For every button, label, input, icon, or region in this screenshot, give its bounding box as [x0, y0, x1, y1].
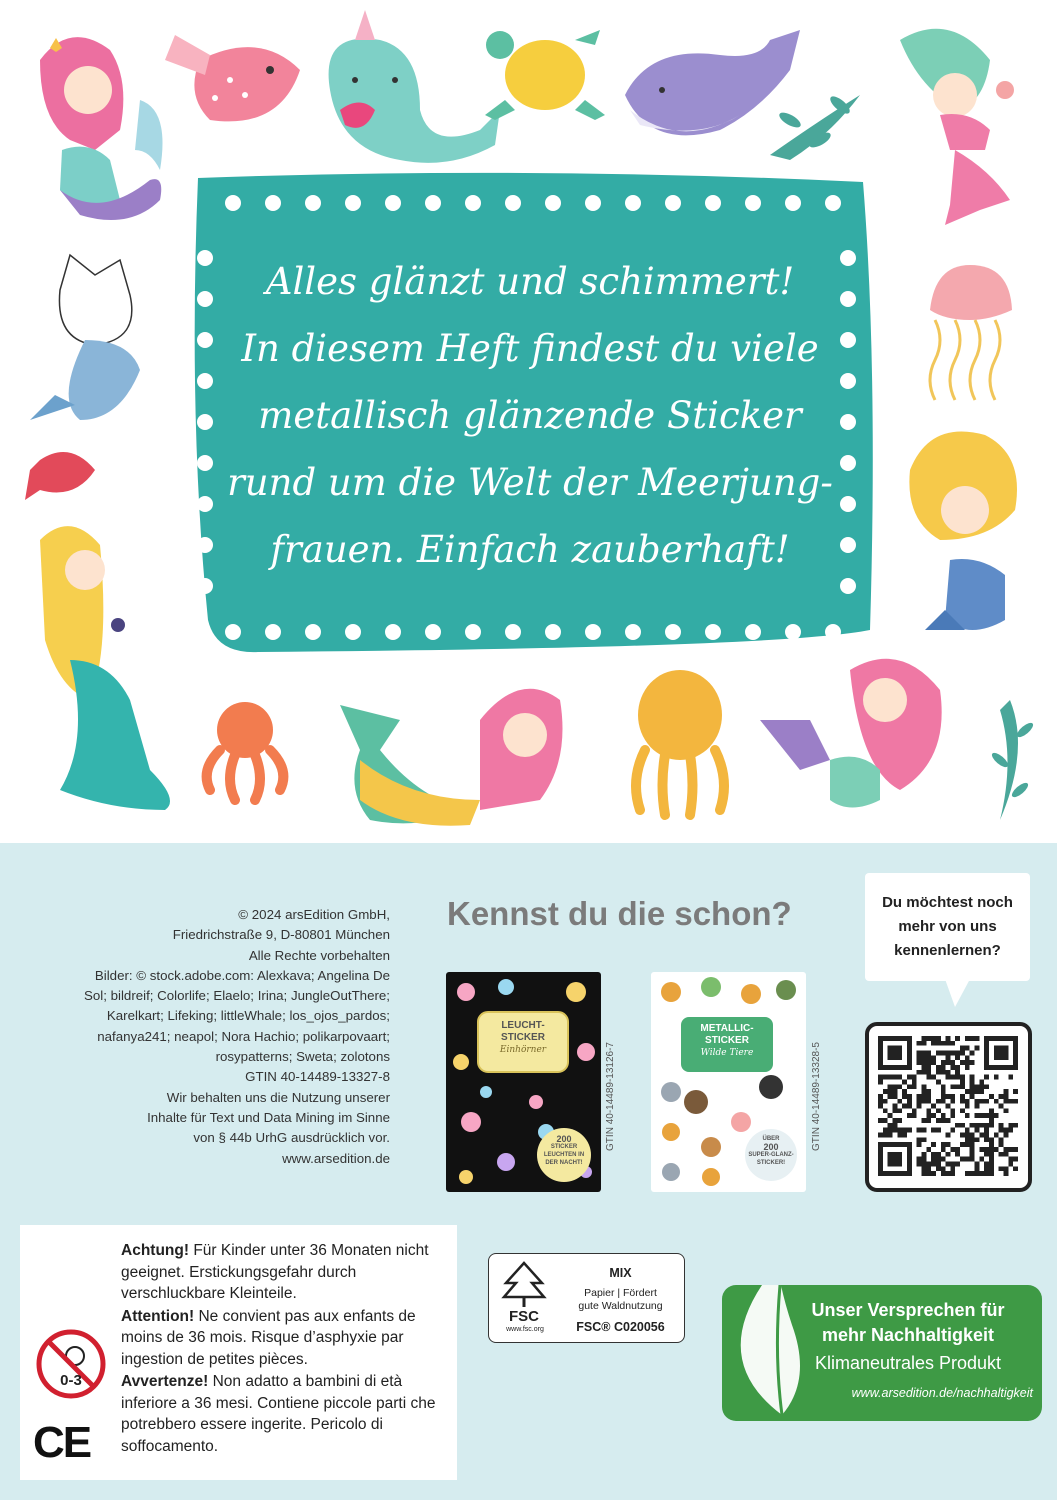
- mermaid-illustration: [760, 659, 942, 808]
- plaque-dot: [545, 624, 561, 640]
- plaque-dot: [225, 195, 241, 211]
- mermaid-illustration: [40, 526, 170, 810]
- plaque-dot: [265, 624, 281, 640]
- description-line: Alles glänzt und schimmert!: [265, 260, 795, 303]
- mermaid-illustration: [40, 37, 163, 220]
- book-cover-metallicsticker[interactable]: [651, 972, 806, 1192]
- plaque-dot: [345, 624, 361, 640]
- plaque-dot: [665, 195, 681, 211]
- whale-illustration: [625, 30, 800, 135]
- warning-it: Avvertenze! Non adatto a bambini di età inferiore a 36 mesi. Contiene piccole parti che potrebbero essere ingerite. Pericolo di soffocamento.: [121, 1373, 436, 1455]
- plaque-dot: [305, 624, 321, 640]
- plaque-dot: [705, 195, 721, 211]
- imprint-line: Wir behalten uns die Nutzung unserer: [166, 1089, 390, 1105]
- description-line: rund um die Welt der Meerjung-: [227, 461, 833, 504]
- turtle-illustration: [485, 30, 605, 120]
- fsc-mix: MIX: [609, 1266, 632, 1280]
- plaque-dot: [505, 195, 521, 211]
- small-parts-warning-icon: [35, 1328, 107, 1400]
- imprint-line: Friedrichstraße 9, D-80801 München: [172, 927, 390, 943]
- octopus-illustration: [636, 670, 724, 815]
- plaque-dot: [197, 373, 213, 389]
- fsc-tree-icon: [498, 1259, 550, 1309]
- warning-texts: [121, 1240, 441, 1458]
- book-title: LEUCHT- STICKER Einhörner: [499, 1020, 547, 1055]
- plaque-dot: [385, 195, 401, 211]
- warning-de: Achtung! Für Kinder unter 36 Monaten nicht geeignet. Erstickungsgefahr durch verschluckbare Kleinteile.: [121, 1242, 429, 1302]
- book-title: METALLIC- STICKER Wilde Tiere: [700, 1023, 754, 1058]
- fish-illustration: [25, 452, 95, 500]
- plaque-dot: [345, 195, 361, 211]
- fsc-logo-text: FSC: [509, 1308, 539, 1325]
- book-badge: 200 STICKER LEUCHTEN IN DER NACHT!: [543, 1134, 585, 1166]
- fsc-description: Papier | Fördert gute Waldnutzung: [578, 1287, 663, 1312]
- plaque-dot: [665, 624, 681, 640]
- description-line: metallisch glänzende Sticker: [258, 394, 802, 437]
- imprint-line: nafanya241; neapol; Nora Hachio; polikarpovaart;: [97, 1028, 390, 1044]
- plaque-dot: [705, 624, 721, 640]
- fsc-code: FSC® C020056: [576, 1320, 665, 1334]
- cat-mermaid-illustration: [30, 255, 140, 420]
- sustainability-title: Unser Versprechen für mehr Nachhaltigkeit: [811, 1300, 1005, 1345]
- seaweed-illustration: [770, 93, 860, 160]
- imprint-line: Alle Rechte vorbehalten: [248, 947, 390, 963]
- plaque-dot: [465, 624, 481, 640]
- age-label: 0-3: [60, 1372, 82, 1389]
- plaque-dot: [197, 332, 213, 348]
- plaque-dot: [425, 195, 441, 211]
- mermaid-illustration: [900, 29, 1014, 225]
- ce-mark-icon: CE: [33, 1418, 91, 1467]
- jellyfish-illustration: [930, 265, 1012, 400]
- imprint-line: © 2024 arsEdition GmbH,: [238, 907, 390, 922]
- fsc-url: www.fsc.org: [506, 1326, 544, 1333]
- imprint-line: Inhalte für Text und Data Mining im Sinne: [147, 1109, 390, 1125]
- fish-illustration: [165, 35, 300, 121]
- imprint-line: Karelkart; Lifeking; littleWhale; los_ojos_pardos;: [106, 1008, 390, 1024]
- plaque-dot: [197, 291, 213, 307]
- book-gtin: GTIN 40-14489-13126-7: [605, 1042, 616, 1151]
- plaque-dot: [385, 624, 401, 640]
- plaque-dot: [465, 195, 481, 211]
- narwhal-illustration: [329, 10, 500, 163]
- imprint-line: Sol; bildreif; Colorlife; Elaelo; Irina; JungleOutThere;: [84, 988, 390, 1004]
- plaque-dot: [197, 414, 213, 430]
- qr-code[interactable]: [878, 1036, 1018, 1176]
- mermaid-illustration: [909, 432, 1017, 630]
- plaque-dot: [825, 624, 841, 640]
- sustainability-link[interactable]: www.arsedition.de/nachhaltigkeit: [851, 1386, 1033, 1400]
- plaque-dot: [225, 624, 241, 640]
- plaque-dot: [265, 195, 281, 211]
- imprint-link[interactable]: www.arsedition.de: [282, 1150, 390, 1166]
- seaweed-illustration: [990, 700, 1035, 820]
- plaque-dot: [197, 537, 213, 553]
- speech-bubble-tail: [945, 979, 975, 1009]
- warning-fr: Attention! Ne convient pas aux enfants de moins de 36 mois. Risque d’asphyxie par ingestion de petites pièces.: [121, 1307, 416, 1368]
- book-gtin: GTIN 40-14489-13328-5: [811, 1042, 822, 1151]
- plaque-dot: [785, 624, 801, 640]
- plaque-dot: [825, 195, 841, 211]
- plaque-dot: [625, 195, 641, 211]
- plaque-dot: [625, 624, 641, 640]
- book-cover-leuchtsticker[interactable]: [446, 972, 601, 1192]
- plaque-dot: [545, 195, 561, 211]
- sustainability-subtitle: Klimaneutrales Produkt: [814, 1353, 1002, 1373]
- plaque-dot: [785, 195, 801, 211]
- description-line: In diesem Heft findest du viele: [241, 327, 819, 370]
- plaque-dot: [425, 624, 441, 640]
- imprint-line: rosypatterns; Sweta; zolotons: [215, 1049, 390, 1065]
- mermaid-illustration: [340, 689, 563, 826]
- imprint-line: von § 44b UrhG ausdrücklich vor.: [193, 1130, 390, 1146]
- plaque-dot: [745, 624, 761, 640]
- qr-code-frame[interactable]: [865, 1022, 1032, 1192]
- imprint-text: [40, 905, 390, 1169]
- imprint-line: GTIN 40-14489-13327-8: [245, 1069, 390, 1085]
- plaque-dot: [197, 250, 213, 266]
- plaque-dot: [745, 195, 761, 211]
- description-line: frauen. Einfach zauberhaft!: [270, 528, 790, 571]
- plaque-dot: [305, 195, 321, 211]
- imprint-line: Bilder: © stock.adobe.com: Alexkava; Angelina De: [94, 967, 390, 983]
- speech-bubble-text: Du möchtest noch mehr von uns kennenlernen?: [882, 894, 1013, 959]
- book-badge: ÜBER 200 SUPER-GLANZ- STICKER!: [748, 1136, 794, 1166]
- plaque-dot: [505, 624, 521, 640]
- plaque-dot: [585, 624, 601, 640]
- promo-heading: Kennst du die schon?: [447, 895, 792, 932]
- plaque-dot: [197, 455, 213, 471]
- octopus-illustration: [207, 702, 284, 800]
- plaque-dot: [197, 496, 213, 512]
- plaque-dot: [197, 578, 213, 594]
- plaque-dot: [585, 195, 601, 211]
- description-text: [215, 248, 845, 583]
